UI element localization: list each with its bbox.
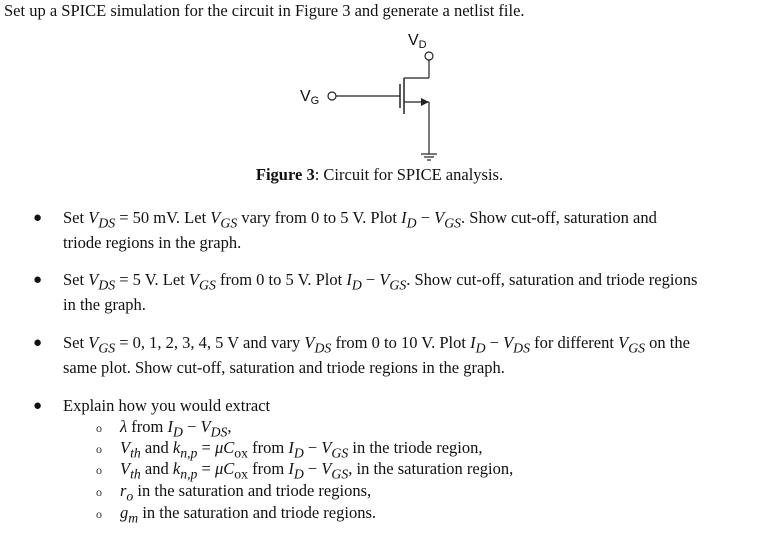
gate-terminal bbox=[328, 92, 336, 100]
sub-item-triode: $V_{th}$ and $k_{n,p} = \mu C_{ox}$ from $I_D - V_{GS}$ in the triode region, bbox=[120, 438, 483, 461]
sub-bullet-icon: o bbox=[96, 421, 102, 435]
gate-label: VG bbox=[300, 88, 320, 107]
task-item-2: Set $V_{DS} = 5$ V. Let $V_{GS}$ from 0 to 5 V. Plot $I_D - V_{GS}$. Show cut-off, saturation and triode regions in the graph. bbox=[63, 270, 698, 315]
bullet-icon: ● bbox=[33, 210, 43, 226]
intro-text: Set up a SPICE simulation for the circuit in Figure 3 and generate a netlist file. bbox=[4, 1, 525, 20]
drain-label: VD bbox=[408, 32, 427, 51]
sub-bullet-icon: o bbox=[96, 507, 102, 521]
figure-caption: Figure 3: Circuit for SPICE analysis. bbox=[255, 165, 504, 184]
source-arrow-icon bbox=[421, 98, 429, 106]
sub-bullet-icon: o bbox=[96, 463, 102, 477]
sub-item-ro: $r_o$ in the saturation and triode regions, bbox=[120, 481, 372, 504]
bullet-icon: ● bbox=[33, 272, 43, 288]
task-item-3: Set $V_{GS} = 0$, 1, 2, 3, 4, 5 V and vary $V_{DS}$ from 0 to 10 V. Plot $I_D - V_{DS}$ for different $V_{GS}$ on the same plot. Show cut-off, saturation and triode regions in the graph. bbox=[63, 333, 690, 378]
sub-item-gm: $g_m$ in the saturation and triode regions. bbox=[120, 503, 377, 526]
drain-terminal bbox=[425, 52, 433, 60]
bullet-icon: ● bbox=[33, 398, 43, 414]
task-item-1: Set $V_{DS} = 50$ mV. Let $V_{GS}$ vary from 0 to 5 V. Plot $I_D - V_{GS}$. Show cut-off, saturation and triode regions in the graph. bbox=[63, 208, 657, 253]
sub-bullet-icon: o bbox=[96, 442, 102, 456]
sub-item-saturation: $V_{th}$ and $k_{n,p} = \mu C_{ox}$ from $I_D - V_{GS}$, in the saturation region, bbox=[120, 459, 514, 482]
bullet-icon: ● bbox=[33, 335, 43, 351]
mosfet-circuit-diagram bbox=[290, 28, 470, 163]
sub-item-lambda: λ from $I_D - V_{DS}$, bbox=[120, 417, 232, 440]
task-item-4: Explain how you would extract bbox=[63, 396, 271, 415]
sub-bullet-icon: o bbox=[96, 485, 102, 499]
